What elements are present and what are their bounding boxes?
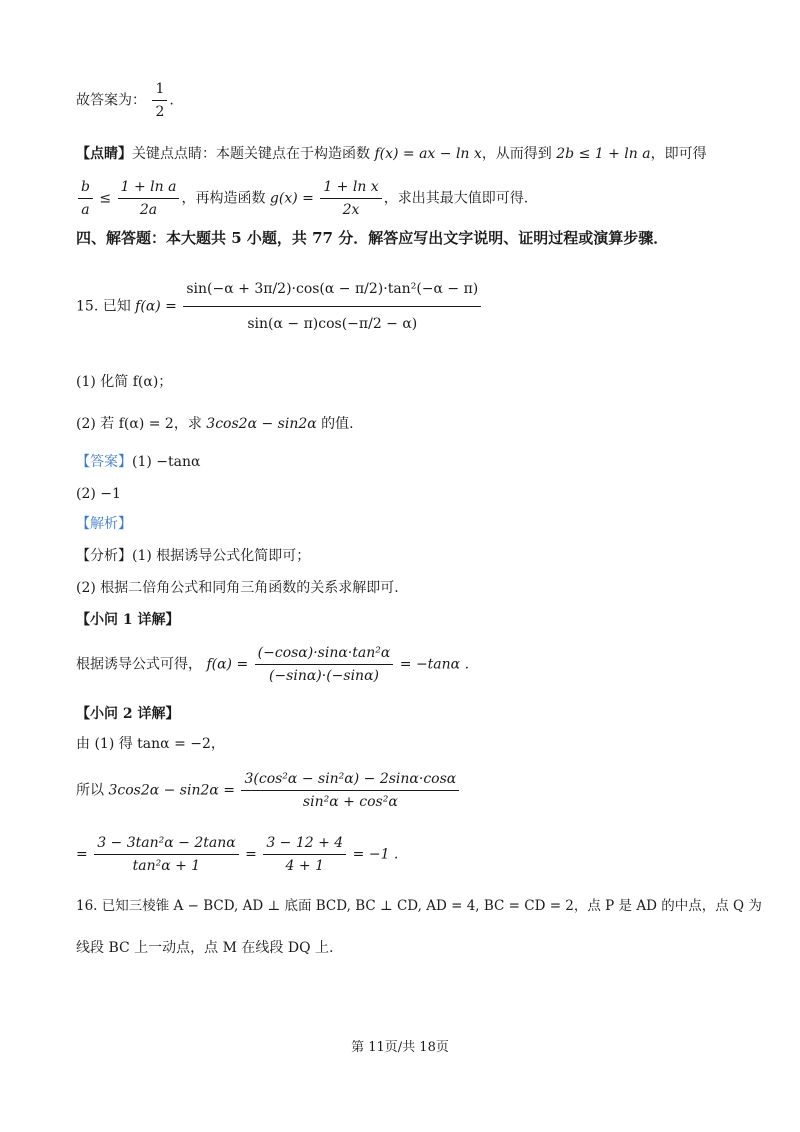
answer-tag: 【答案】 [76, 454, 132, 470]
q15-numerator: sin(−α + 3π/2)·cos(α − π/2)·tan²(−α − π) [183, 272, 481, 307]
q15-number: 15. 已知 [76, 298, 131, 315]
sub1-title: 【小问 1 详解】 [76, 612, 180, 628]
section-heading: 四、解答题：本大题共 5 小题，共 77 分．解答应写出文字说明、证明过程或演算步骤． [76, 229, 669, 247]
analysis-tag: 【解析】 [76, 516, 132, 532]
sub2-line-1: 由 (1) 得 tanα = −2， [76, 736, 225, 752]
q15-fraction [183, 272, 481, 341]
q16-line-1: 16. 已知三棱锥 A − BCD, AD ⊥ 底面 BCD, BC ⊥ CD, AD = 4, BC = CD = 2，点 P 是 AD 的中点，点 Q 为 [76, 898, 762, 914]
answer-fraction: $\frac{1}{2}$ [152, 78, 167, 123]
sub2-fraction-1: $\frac{\text{3(cos²α − sin²α) − 2sinα·cosα}}{\text{sin²α + cos²α}}$ [241, 768, 459, 813]
key-point-tag: 【点睛】 [76, 146, 132, 162]
q15-statement: 15. 已知 f(α) = $\frac{\text{sin(−α + 3π/2)·cos(α − π/2)·tan²(−α − π)}}{\sin(\alpha - \pi)\cos(-\pi/2 - \alpha)}$ [76, 272, 483, 341]
sub2-fraction-3: $\frac{3 - 12 + 4}{4 + 1}$ [263, 832, 346, 877]
q15-answer-2: (2) −1 [76, 486, 121, 502]
q15-part1: (1) 化简 f(α)； [76, 374, 173, 390]
sub2-title: 【小问 2 详解】 [76, 706, 180, 722]
q15-part2: (2) 若 f(α) = 2，求 3cos2α − sin2α 的值. [76, 416, 354, 432]
fraction-1-ln-x: $\frac{\text{1 + ln x}}{2x}$ [320, 176, 381, 221]
sub2-line-2: 所以 3cos2α − sin2α = $\frac{\text{3(cos²α − sin²α) − 2sinα·cosα}}{\text{sin²α + cos²α}}$ [76, 768, 461, 813]
q16-line-2: 线段 BC 上一动点，点 M 在线段 DQ 上. [76, 940, 334, 956]
b-over-a: $\frac{b}{a}$ [78, 176, 93, 221]
key-point-line-1: 【点睛】关键点点睛：本题关键点在于构造函数 f(x) = ax − ln x，从而得到 2b ≤ 1 + ln a，即可得 [76, 146, 707, 162]
sub1-derivation: 根据诱导公式可得， f(α) = $\frac{\text{(−cosα)·sinα·tan²α}}{(-\sin\alpha)\cdot(-\sin\alpha)}$ = −tanα . [76, 642, 469, 687]
answer-line: 故答案为： $\frac{1}{2}$ . [76, 78, 174, 123]
answer-label: 故答案为： [76, 92, 146, 109]
fenxi-line-1: 【分析】(1) 根据诱导公式化简即可； [76, 548, 311, 564]
q15-denominator: sin(α − π)cos(−π/2 − α) [247, 316, 418, 332]
key-point-line-2: $\frac{b}{a}$ ≤ $\frac{\text{1 + ln a}}{2a}$ ，再构造函数 g(x) = $\frac{\text{1 + ln x}}{2x}$ ，求出其最大值即可得. [76, 176, 528, 221]
q15-answer-1: 【答案】(1) −tanα [76, 454, 201, 470]
fenxi-line-2: (2) 根据二倍角公式和同角三角函数的关系求解即可. [76, 580, 399, 596]
page-footer: 第 11页/共 18页 [351, 1040, 449, 1055]
sub1-fraction: $\frac{\text{(−cosα)·sinα·tan²α}}{(-\sin\alpha)\cdot(-\sin\alpha)}$ [255, 642, 394, 687]
fraction-1-ln-a: $\frac{\text{1 + ln a}}{2a}$ [118, 176, 180, 221]
sub2-fraction-2: $\frac{\text{3 − 3tan²α − 2tanα}}{\text{tan²α + 1}}$ [94, 832, 238, 877]
sub2-line-3: = $\frac{\text{3 − 3tan²α − 2tanα}}{\text{tan²α + 1}}$ = $\frac{3 - 12 + 4}{4 + 1}$ = −1 . [76, 832, 398, 877]
